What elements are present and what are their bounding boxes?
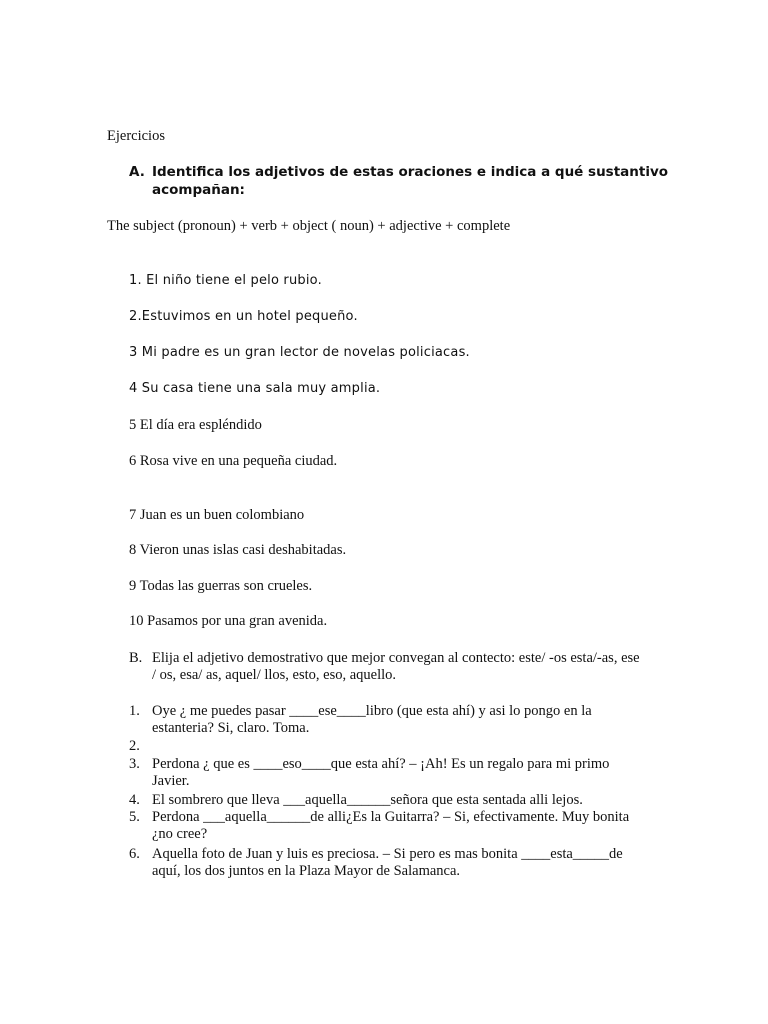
exercise-text: Perdona ___aquella______de alli¿Es la Guitarra? – Si, efectivamente. Muy bonita <box>152 809 630 825</box>
sentence-item: 8 Vieron unas islas casi deshabitadas. <box>129 542 347 558</box>
exercise-text: ¿no cree? <box>152 826 208 842</box>
section-a-marker: A. <box>129 164 145 180</box>
sentence-item: 7 Juan es un buen colombiano <box>129 507 305 523</box>
exercise-text: estanteria? Si, claro. Toma. <box>152 720 310 736</box>
section-b-instruction-line1: Elija el adjetivo demostrativo que mejor convegan al contecto: este/ -os esta/-as, ese <box>152 650 640 666</box>
sentence-item: 5 El día era espléndido <box>129 417 262 433</box>
exercise-text: Oye ¿ me puedes pasar ____ese____libro (que esta ahí) y asi lo pongo en la <box>152 703 592 719</box>
sentence-item: 3 Mi padre es un gran lector de novelas policiacas. <box>129 345 470 360</box>
exercise-number: 3. <box>129 756 140 772</box>
sentence-item: 1. El niño tiene el pelo rubio. <box>129 273 322 288</box>
exercise-text: El sombrero que lleva ___aquella______señora que esta sentada alli lejos. <box>152 792 583 808</box>
sentence-item: 2.Estuvimos en un hotel pequeño. <box>129 309 358 324</box>
exercise-number: 1. <box>129 703 140 719</box>
section-b-marker: B. <box>129 650 143 666</box>
exercise-number: 4. <box>129 792 140 808</box>
section-b-instruction-line2: / os, esa/ as, aquel/ llos, esto, eso, aquello. <box>152 667 397 683</box>
exercise-number: 5. <box>129 809 140 825</box>
sentence-item: 10 Pasamos por una gran avenida. <box>129 613 328 629</box>
exercise-text: aquí, los dos juntos en la Plaza Mayor de Salamanca. <box>152 863 461 879</box>
sentence-item: 9 Todas las guerras son crueles. <box>129 578 313 594</box>
section-a-heading-line1: Identifica los adjetivos de estas oraciones e indica a qué sustantivo <box>152 164 669 180</box>
sentence-item: 4 Su casa tiene una sala muy amplia. <box>129 381 381 396</box>
sentence-item: 6 Rosa vive en una pequeña ciudad. <box>129 453 338 469</box>
exercise-number: 6. <box>129 846 140 862</box>
section-a-heading-line2: acompañan: <box>152 182 245 198</box>
document-title: Ejercicios <box>107 128 165 144</box>
exercise-text: Javier. <box>152 773 190 789</box>
exercise-text: Aquella foto de Juan y luis es preciosa. – Si pero es mas bonita ____esta_____de <box>152 846 623 862</box>
sentence-formula: The subject (pronoun) + verb + object ( noun) + adjective + complete <box>107 218 511 234</box>
exercise-number: 2. <box>129 738 140 754</box>
exercise-text: Perdona ¿ que es ____eso____que esta ahí? – ¡Ah! Es un regalo para mi primo <box>152 756 610 772</box>
